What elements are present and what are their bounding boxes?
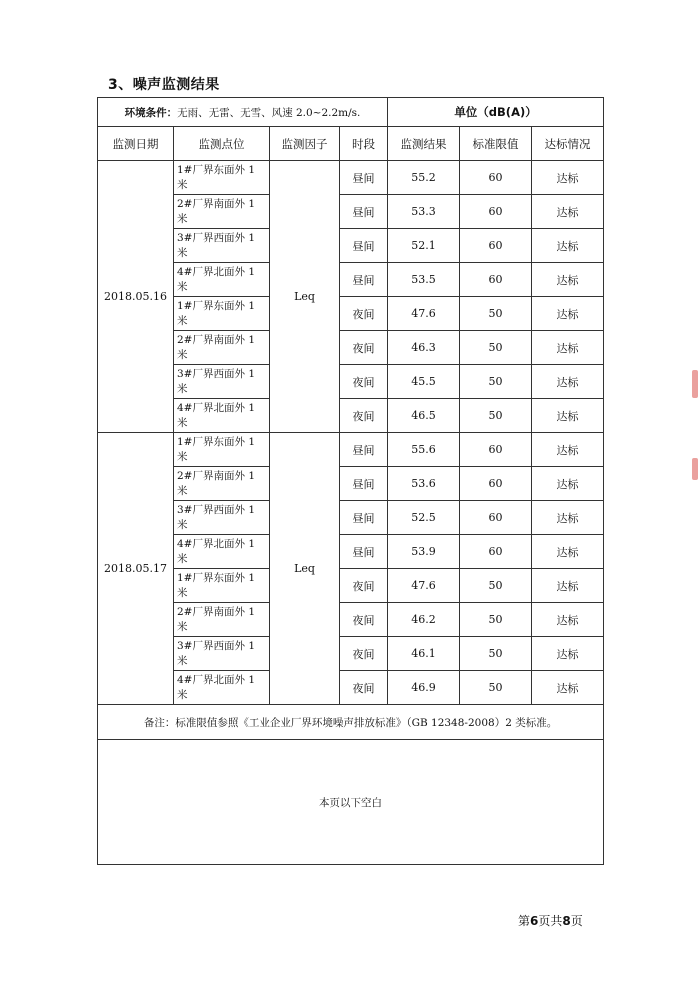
period-cell: 夜间 xyxy=(340,671,388,705)
table-row xyxy=(98,535,604,569)
page-footer xyxy=(518,912,583,929)
point-cell xyxy=(174,501,270,535)
period-cell: 夜间 xyxy=(340,365,388,399)
status-cell: 达标 xyxy=(532,365,604,399)
result-cell: 46.5 xyxy=(388,399,460,433)
point-line-1: 2#厂界南面外 1 xyxy=(177,605,255,618)
point-line-1: 1#厂界东面外 1 xyxy=(177,299,255,312)
result-cell: 53.6 xyxy=(388,467,460,501)
table-row xyxy=(98,433,604,467)
point-line-2: 米 xyxy=(177,212,188,225)
limit-cell: 50 xyxy=(460,671,532,705)
result-cell: 46.3 xyxy=(388,331,460,365)
point-cell xyxy=(174,433,270,467)
conditions-label: 环境条件： xyxy=(124,106,178,119)
point-cell xyxy=(174,467,270,501)
conditions-cell xyxy=(98,98,388,127)
footer-page-number: 6 xyxy=(530,914,539,928)
stamp-edge-mark xyxy=(692,370,698,398)
limit-cell: 50 xyxy=(460,297,532,331)
header-status: 达标情况 xyxy=(532,127,604,161)
table-row xyxy=(98,161,604,195)
factor-cell: Leq xyxy=(270,161,340,433)
status-cell: 达标 xyxy=(532,637,604,671)
point-cell xyxy=(174,297,270,331)
period-cell: 昼间 xyxy=(340,433,388,467)
point-cell xyxy=(174,671,270,705)
factor-cell: Leq xyxy=(270,433,340,705)
limit-cell: 50 xyxy=(460,365,532,399)
point-cell xyxy=(174,161,270,195)
point-cell xyxy=(174,637,270,671)
note-cell: 备注：标准限值参照《工业企业厂界环境噪声排放标准》（GB 12348-2008）2 类标准。 xyxy=(98,705,604,740)
point-cell xyxy=(174,331,270,365)
point-line-2: 米 xyxy=(177,348,188,361)
point-cell xyxy=(174,535,270,569)
result-cell: 53.5 xyxy=(388,263,460,297)
point-line-1: 2#厂界南面外 1 xyxy=(177,333,255,346)
point-line-1: 1#厂界东面外 1 xyxy=(177,163,255,176)
point-line-1: 2#厂界南面外 1 xyxy=(177,197,255,210)
period-cell: 昼间 xyxy=(340,195,388,229)
limit-cell: 60 xyxy=(460,229,532,263)
header-factor: 监测因子 xyxy=(270,127,340,161)
point-line-1: 3#厂界西面外 1 xyxy=(177,367,255,380)
status-cell: 达标 xyxy=(532,331,604,365)
blank-row xyxy=(98,740,604,865)
blank-cell: 本页以下空白 xyxy=(98,740,604,865)
status-cell: 达标 xyxy=(532,535,604,569)
point-line-2: 米 xyxy=(177,314,188,327)
limit-cell: 60 xyxy=(460,263,532,297)
header-period: 时段 xyxy=(340,127,388,161)
header-point: 监测点位 xyxy=(174,127,270,161)
limit-cell: 60 xyxy=(460,161,532,195)
note-row xyxy=(98,705,604,740)
header-date: 监测日期 xyxy=(98,127,174,161)
point-line-1: 1#厂界东面外 1 xyxy=(177,571,255,584)
point-line-1: 4#厂界北面外 1 xyxy=(177,401,255,414)
period-cell: 昼间 xyxy=(340,229,388,263)
footer-prefix: 第 xyxy=(518,914,531,928)
footer-mid: 页共 xyxy=(538,914,563,928)
header-row xyxy=(98,127,604,161)
period-cell: 夜间 xyxy=(340,569,388,603)
footer-suffix: 页 xyxy=(570,914,583,928)
table-row xyxy=(98,569,604,603)
status-cell: 达标 xyxy=(532,603,604,637)
result-cell: 45.5 xyxy=(388,365,460,399)
footer-total-pages: 8 xyxy=(562,914,571,928)
unit-cell: 单位（dB(A)） xyxy=(388,98,604,127)
result-cell: 46.9 xyxy=(388,671,460,705)
table-row xyxy=(98,263,604,297)
limit-cell: 50 xyxy=(460,569,532,603)
limit-cell: 60 xyxy=(460,433,532,467)
result-cell: 52.1 xyxy=(388,229,460,263)
result-cell: 46.2 xyxy=(388,603,460,637)
status-cell: 达标 xyxy=(532,433,604,467)
date-cell: 2018.05.16 xyxy=(98,161,174,433)
limit-cell: 60 xyxy=(460,501,532,535)
period-cell: 夜间 xyxy=(340,331,388,365)
point-line-2: 米 xyxy=(177,246,188,259)
point-cell xyxy=(174,195,270,229)
status-cell: 达标 xyxy=(532,399,604,433)
point-line-2: 米 xyxy=(177,586,188,599)
period-cell: 夜间 xyxy=(340,399,388,433)
table-row xyxy=(98,603,604,637)
point-line-2: 米 xyxy=(177,654,188,667)
period-cell: 昼间 xyxy=(340,467,388,501)
period-cell: 昼间 xyxy=(340,501,388,535)
point-line-1: 1#厂界东面外 1 xyxy=(177,435,255,448)
date-cell: 2018.05.17 xyxy=(98,433,174,705)
header-result: 监测结果 xyxy=(388,127,460,161)
status-cell: 达标 xyxy=(532,195,604,229)
table-row xyxy=(98,399,604,433)
conditions-text: 无雨、无雷、无雪、风速 2.0~2.2m/s. xyxy=(177,106,361,119)
limit-cell: 60 xyxy=(460,195,532,229)
limit-cell: 60 xyxy=(460,467,532,501)
status-cell: 达标 xyxy=(532,229,604,263)
point-line-1: 3#厂界西面外 1 xyxy=(177,639,255,652)
result-cell: 46.1 xyxy=(388,637,460,671)
point-cell xyxy=(174,263,270,297)
noise-results-table xyxy=(97,97,604,865)
point-cell xyxy=(174,229,270,263)
result-cell: 52.5 xyxy=(388,501,460,535)
table-row xyxy=(98,671,604,705)
status-cell: 达标 xyxy=(532,297,604,331)
point-line-1: 2#厂界南面外 1 xyxy=(177,469,255,482)
table-row xyxy=(98,637,604,671)
table-row xyxy=(98,365,604,399)
period-cell: 昼间 xyxy=(340,263,388,297)
point-cell xyxy=(174,399,270,433)
point-line-2: 米 xyxy=(177,450,188,463)
point-line-1: 3#厂界西面外 1 xyxy=(177,503,255,516)
result-cell: 47.6 xyxy=(388,297,460,331)
point-line-1: 3#厂界西面外 1 xyxy=(177,231,255,244)
table-row xyxy=(98,195,604,229)
limit-cell: 50 xyxy=(460,603,532,637)
status-cell: 达标 xyxy=(532,671,604,705)
table-row xyxy=(98,467,604,501)
point-line-2: 米 xyxy=(177,484,188,497)
conditions-row xyxy=(98,98,604,127)
point-line-2: 米 xyxy=(177,416,188,429)
limit-cell: 50 xyxy=(460,331,532,365)
point-line-2: 米 xyxy=(177,518,188,531)
table-row xyxy=(98,297,604,331)
section-title: 3、噪声监测结果 xyxy=(108,77,220,93)
status-cell: 达标 xyxy=(532,263,604,297)
point-line-2: 米 xyxy=(177,280,188,293)
result-cell: 55.2 xyxy=(388,161,460,195)
period-cell: 夜间 xyxy=(340,637,388,671)
result-cell: 55.6 xyxy=(388,433,460,467)
point-line-2: 米 xyxy=(177,688,188,701)
point-cell xyxy=(174,365,270,399)
result-cell: 53.9 xyxy=(388,535,460,569)
period-cell: 夜间 xyxy=(340,297,388,331)
period-cell: 昼间 xyxy=(340,535,388,569)
header-limit: 标准限值 xyxy=(460,127,532,161)
point-line-1: 4#厂界北面外 1 xyxy=(177,673,255,686)
period-cell: 夜间 xyxy=(340,603,388,637)
point-cell xyxy=(174,569,270,603)
point-line-2: 米 xyxy=(177,620,188,633)
result-cell: 53.3 xyxy=(388,195,460,229)
status-cell: 达标 xyxy=(532,569,604,603)
status-cell: 达标 xyxy=(532,161,604,195)
point-line-1: 4#厂界北面外 1 xyxy=(177,265,255,278)
point-line-2: 米 xyxy=(177,382,188,395)
point-line-1: 4#厂界北面外 1 xyxy=(177,537,255,550)
point-line-2: 米 xyxy=(177,552,188,565)
table-row xyxy=(98,331,604,365)
status-cell: 达标 xyxy=(532,501,604,535)
period-cell: 昼间 xyxy=(340,161,388,195)
table-row xyxy=(98,501,604,535)
limit-cell: 60 xyxy=(460,535,532,569)
limit-cell: 50 xyxy=(460,399,532,433)
table-row xyxy=(98,229,604,263)
stamp-edge-mark xyxy=(692,458,698,480)
point-line-2: 米 xyxy=(177,178,188,191)
status-cell: 达标 xyxy=(532,467,604,501)
result-cell: 47.6 xyxy=(388,569,460,603)
point-cell xyxy=(174,603,270,637)
limit-cell: 50 xyxy=(460,637,532,671)
